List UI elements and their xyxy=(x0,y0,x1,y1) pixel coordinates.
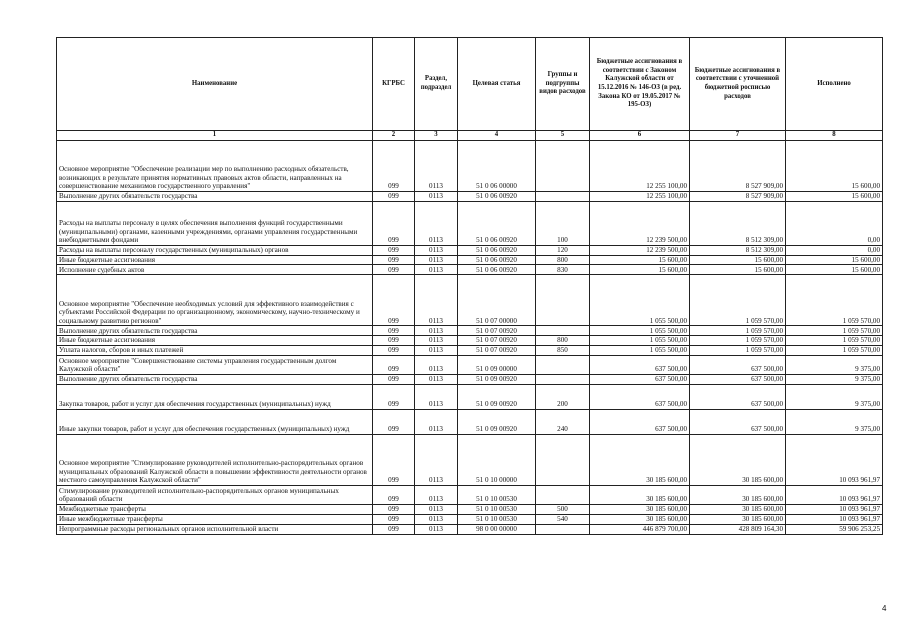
row-revised-allocation: 1 059 570,00 xyxy=(690,326,786,336)
row-name: Закупка товаров, работ и услуг для обеспечения государственных (муниципальных) нужд xyxy=(57,384,373,409)
row-expense-group xyxy=(536,524,590,534)
row-executed: 10 093 961,97 xyxy=(786,434,883,485)
row-name: Исполнение судебных актов xyxy=(57,265,373,275)
row-kgrbs: 099 xyxy=(373,275,415,326)
row-expense-group xyxy=(536,191,590,201)
row-kgrbs: 099 xyxy=(373,434,415,485)
row-kgrbs: 099 xyxy=(373,504,415,514)
row-revised-allocation: 428 809 164,30 xyxy=(690,524,786,534)
column-number-row xyxy=(57,131,883,141)
row-executed: 0,00 xyxy=(786,201,883,245)
row-revised-allocation: 15 600,00 xyxy=(690,255,786,265)
row-law-allocation: 12 239 500,00 xyxy=(590,201,690,245)
header-name: Наименование xyxy=(57,38,373,131)
row-kgrbs: 099 xyxy=(373,384,415,409)
row-section: 0113 xyxy=(415,485,458,504)
row-name: Основное мероприятие "Стимулирование руководителей исполнительно-распорядительных органов муниципальных образований Калужской области в повышении эффективности деятельности органов местного самоуправления Калужской области" xyxy=(57,434,373,485)
row-name: Иные бюджетные ассигнования xyxy=(57,336,373,346)
row-target-article: 51 0 10 00530 xyxy=(458,514,536,524)
col-number: 2 xyxy=(373,131,415,141)
row-target-article: 51 0 10 00000 xyxy=(458,434,536,485)
col-number: 5 xyxy=(536,131,590,141)
row-name: Расходы на выплаты персоналу в целях обеспечения выполнения функций государственными (муниципальными) органами, казенными учреждениями, органами управления государственными внебюджетными фондами xyxy=(57,201,373,245)
table-row xyxy=(57,201,883,245)
row-revised-allocation: 8 512 309,00 xyxy=(690,201,786,245)
row-revised-allocation: 637 500,00 xyxy=(690,374,786,384)
row-revised-allocation: 1 059 570,00 xyxy=(690,345,786,355)
row-target-article: 51 0 06 00920 xyxy=(458,265,536,275)
row-section: 0113 xyxy=(415,245,458,255)
row-law-allocation: 1 055 500,00 xyxy=(590,326,690,336)
row-section: 0113 xyxy=(415,374,458,384)
row-executed: 15 600,00 xyxy=(786,191,883,201)
col-number: 4 xyxy=(458,131,536,141)
row-executed: 15 600,00 xyxy=(786,140,883,191)
row-target-article: 51 0 09 00000 xyxy=(458,355,536,374)
row-target-article: 51 0 07 00920 xyxy=(458,345,536,355)
row-executed: 10 093 961,97 xyxy=(786,514,883,524)
col-number: 6 xyxy=(590,131,690,141)
row-law-allocation: 637 500,00 xyxy=(590,409,690,434)
table-body xyxy=(57,140,883,534)
row-target-article: 51 0 09 00920 xyxy=(458,384,536,409)
row-target-article: 51 0 07 00920 xyxy=(458,336,536,346)
row-law-allocation: 12 239 500,00 xyxy=(590,245,690,255)
row-section: 0113 xyxy=(415,191,458,201)
row-expense-group xyxy=(536,355,590,374)
row-kgrbs: 099 xyxy=(373,140,415,191)
row-expense-group: 540 xyxy=(536,514,590,524)
row-name: Основное мероприятие "Обеспечение необходимых условий для эффективного взаимодействия с субъектами Российской Федерации по организационному, экономическому, научно-техническому и социальному развитию регионов" xyxy=(57,275,373,326)
row-target-article: 51 0 06 00920 xyxy=(458,201,536,245)
header-target: Целевая статья xyxy=(458,38,536,131)
row-law-allocation: 30 185 600,00 xyxy=(590,504,690,514)
row-name: Основное мероприятие "Обеспечение реализации мер по выполнению расходных обязательств, возникающих в результате принятия нормативных правовых актов области, направленных на совершенствование механизмов государственного управления" xyxy=(57,140,373,191)
row-law-allocation: 637 500,00 xyxy=(590,384,690,409)
header-executed: Исполнено xyxy=(786,38,883,131)
row-executed: 1 059 570,00 xyxy=(786,275,883,326)
table-row xyxy=(57,245,883,255)
row-section: 0113 xyxy=(415,140,458,191)
row-revised-allocation: 30 185 600,00 xyxy=(690,434,786,485)
table-row xyxy=(57,374,883,384)
row-target-article: 98 0 00 00000 xyxy=(458,524,536,534)
row-kgrbs: 099 xyxy=(373,485,415,504)
row-target-article: 51 0 10 00530 xyxy=(458,504,536,514)
row-executed: 15 600,00 xyxy=(786,265,883,275)
page-number: 4 xyxy=(882,604,887,613)
row-executed: 1 059 570,00 xyxy=(786,326,883,336)
row-kgrbs: 099 xyxy=(373,409,415,434)
table-row xyxy=(57,275,883,326)
row-target-article: 51 0 10 00530 xyxy=(458,485,536,504)
row-revised-allocation: 1 059 570,00 xyxy=(690,275,786,326)
table-row xyxy=(57,336,883,346)
header-groups: Группы и подгруппы видов расходов xyxy=(536,38,590,131)
row-kgrbs: 099 xyxy=(373,374,415,384)
row-expense-group: 240 xyxy=(536,409,590,434)
row-revised-allocation: 8 512 309,00 xyxy=(690,245,786,255)
row-target-article: 51 0 07 00000 xyxy=(458,275,536,326)
table-row xyxy=(57,409,883,434)
row-expense-group xyxy=(536,485,590,504)
row-executed: 9 375,00 xyxy=(786,355,883,374)
row-kgrbs: 099 xyxy=(373,265,415,275)
row-kgrbs: 099 xyxy=(373,524,415,534)
row-expense-group xyxy=(536,140,590,191)
row-target-article: 51 0 09 00920 xyxy=(458,409,536,434)
row-executed: 9 375,00 xyxy=(786,384,883,409)
row-kgrbs: 099 xyxy=(373,336,415,346)
table-row xyxy=(57,265,883,275)
row-executed: 59 906 253,25 xyxy=(786,524,883,534)
row-expense-group xyxy=(536,326,590,336)
budget-table xyxy=(56,37,883,535)
col-number: 3 xyxy=(415,131,458,141)
header-row xyxy=(57,38,883,131)
row-revised-allocation: 30 185 600,00 xyxy=(690,514,786,524)
row-executed: 1 059 570,00 xyxy=(786,336,883,346)
header-revised-allocation: Бюджетные ассигнования в соответствии с уточненной бюджетной росписью расходов xyxy=(690,38,786,131)
row-target-article: 51 0 06 00000 xyxy=(458,140,536,191)
row-section: 0113 xyxy=(415,326,458,336)
row-section: 0113 xyxy=(415,384,458,409)
row-revised-allocation: 30 185 600,00 xyxy=(690,485,786,504)
row-executed: 0,00 xyxy=(786,245,883,255)
row-revised-allocation: 1 059 570,00 xyxy=(690,336,786,346)
row-expense-group: 830 xyxy=(536,265,590,275)
row-section: 0113 xyxy=(415,514,458,524)
col-number: 8 xyxy=(786,131,883,141)
table-row xyxy=(57,524,883,534)
row-section: 0113 xyxy=(415,524,458,534)
header-law-allocation: Бюджетные ассигнования в соответствии с Законом Калужской области от 15.12.2016 № 146-ОЗ (в ред. Закона КО от 19.05.2017 № 195-ОЗ) xyxy=(590,38,690,131)
row-law-allocation: 1 055 500,00 xyxy=(590,336,690,346)
row-section: 0113 xyxy=(415,504,458,514)
row-section: 0113 xyxy=(415,201,458,245)
row-executed: 10 093 961,97 xyxy=(786,504,883,514)
table-row xyxy=(57,514,883,524)
row-revised-allocation: 637 500,00 xyxy=(690,355,786,374)
row-section: 0113 xyxy=(415,255,458,265)
row-kgrbs: 099 xyxy=(373,201,415,245)
row-executed: 9 375,00 xyxy=(786,409,883,434)
col-number: 7 xyxy=(690,131,786,141)
row-target-article: 51 0 06 00920 xyxy=(458,245,536,255)
table-row xyxy=(57,140,883,191)
row-revised-allocation: 30 185 600,00 xyxy=(690,504,786,514)
row-law-allocation: 637 500,00 xyxy=(590,355,690,374)
row-target-article: 51 0 09 00920 xyxy=(458,374,536,384)
row-expense-group: 500 xyxy=(536,504,590,514)
row-kgrbs: 099 xyxy=(373,191,415,201)
row-kgrbs: 099 xyxy=(373,245,415,255)
row-name: Иные бюджетные ассигнования xyxy=(57,255,373,265)
row-kgrbs: 099 xyxy=(373,345,415,355)
row-target-article: 51 0 06 00920 xyxy=(458,191,536,201)
row-executed: 10 093 961,97 xyxy=(786,485,883,504)
col-number: 1 xyxy=(57,131,373,141)
row-law-allocation: 30 185 600,00 xyxy=(590,434,690,485)
row-section: 0113 xyxy=(415,409,458,434)
row-executed: 1 059 570,00 xyxy=(786,345,883,355)
row-kgrbs: 099 xyxy=(373,355,415,374)
row-law-allocation: 12 255 100,00 xyxy=(590,140,690,191)
row-executed: 15 600,00 xyxy=(786,255,883,265)
row-name: Выполнение других обязательств государства xyxy=(57,374,373,384)
row-name: Расходы на выплаты персоналу государственных (муниципальных) органов xyxy=(57,245,373,255)
row-expense-group: 850 xyxy=(536,345,590,355)
row-expense-group xyxy=(536,374,590,384)
table-row xyxy=(57,345,883,355)
row-revised-allocation: 15 600,00 xyxy=(690,265,786,275)
row-expense-group xyxy=(536,434,590,485)
table-row xyxy=(57,504,883,514)
row-name: Иные закупки товаров, работ и услуг для обеспечения государственных (муниципальных) нужд xyxy=(57,409,373,434)
row-name: Выполнение других обязательств государства xyxy=(57,326,373,336)
row-expense-group: 120 xyxy=(536,245,590,255)
row-section: 0113 xyxy=(415,345,458,355)
row-expense-group xyxy=(536,275,590,326)
row-revised-allocation: 8 527 909,00 xyxy=(690,140,786,191)
table-row xyxy=(57,326,883,336)
row-revised-allocation: 637 500,00 xyxy=(690,384,786,409)
row-section: 0113 xyxy=(415,275,458,326)
table-row xyxy=(57,384,883,409)
row-name: Основное мероприятие "Совершенствование системы управления государственным долгом Калужской области" xyxy=(57,355,373,374)
header-kgrbs: КГРБС xyxy=(373,38,415,131)
header-section: Раздел, подраздел xyxy=(415,38,458,131)
row-name: Межбюджетные трансферты xyxy=(57,504,373,514)
row-executed: 9 375,00 xyxy=(786,374,883,384)
row-law-allocation: 30 185 600,00 xyxy=(590,485,690,504)
table-row xyxy=(57,255,883,265)
row-section: 0113 xyxy=(415,355,458,374)
row-revised-allocation: 637 500,00 xyxy=(690,409,786,434)
row-kgrbs: 099 xyxy=(373,255,415,265)
row-law-allocation: 15 600,00 xyxy=(590,255,690,265)
row-kgrbs: 099 xyxy=(373,326,415,336)
row-name: Непрограммные расходы региональных органов исполнительной власти xyxy=(57,524,373,534)
row-target-article: 51 0 06 00920 xyxy=(458,255,536,265)
row-law-allocation: 15 600,00 xyxy=(590,265,690,275)
row-name: Иные межбюджетные трансферты xyxy=(57,514,373,524)
row-name: Стимулирование руководителей исполнительно-распорядительных органов муниципальных образований области xyxy=(57,485,373,504)
table-row xyxy=(57,355,883,374)
table-row xyxy=(57,485,883,504)
row-law-allocation: 30 185 600,00 xyxy=(590,514,690,524)
row-expense-group: 200 xyxy=(536,384,590,409)
row-name: Выполнение других обязательств государства xyxy=(57,191,373,201)
row-law-allocation: 1 055 500,00 xyxy=(590,275,690,326)
row-expense-group: 800 xyxy=(536,255,590,265)
row-revised-allocation: 8 527 909,00 xyxy=(690,191,786,201)
table-row xyxy=(57,191,883,201)
row-target-article: 51 0 07 00920 xyxy=(458,326,536,336)
row-law-allocation: 1 055 500,00 xyxy=(590,345,690,355)
row-name: Уплата налогов, сборов и иных платежей xyxy=(57,345,373,355)
row-law-allocation: 446 879 700,00 xyxy=(590,524,690,534)
row-kgrbs: 099 xyxy=(373,514,415,524)
row-expense-group: 800 xyxy=(536,336,590,346)
row-section: 0113 xyxy=(415,265,458,275)
row-law-allocation: 12 255 100,00 xyxy=(590,191,690,201)
row-section: 0113 xyxy=(415,336,458,346)
row-expense-group: 100 xyxy=(536,201,590,245)
row-section: 0113 xyxy=(415,434,458,485)
row-law-allocation: 637 500,00 xyxy=(590,374,690,384)
table-row xyxy=(57,434,883,485)
